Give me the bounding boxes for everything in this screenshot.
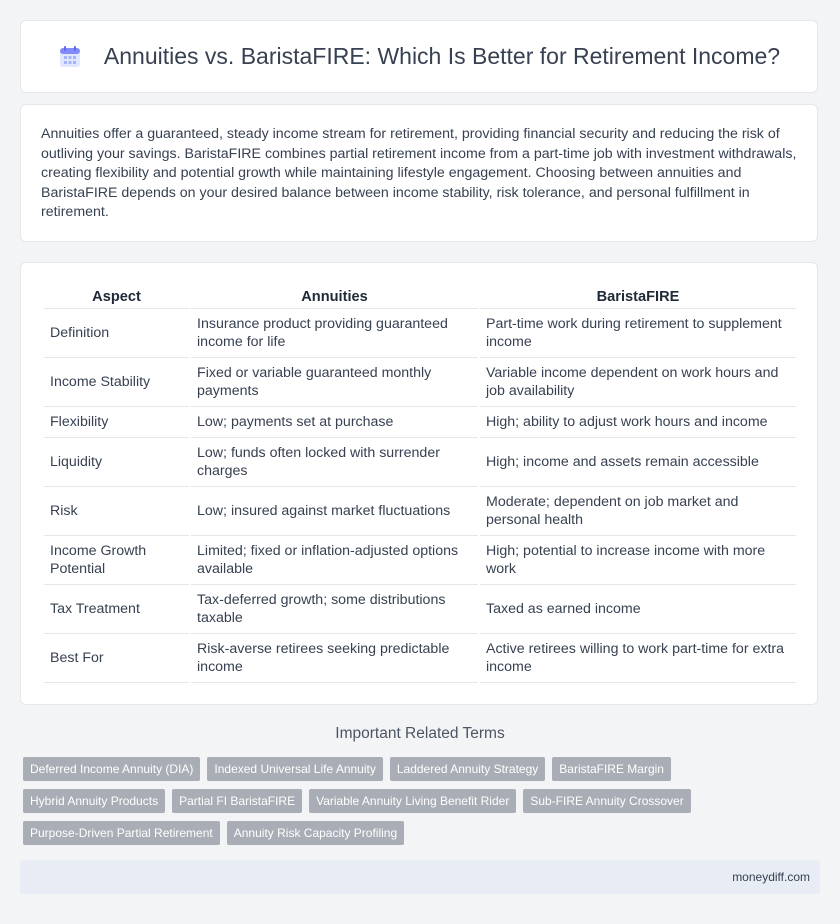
table-row [44,358,796,407]
comparison-table [42,285,798,683]
related-term-tag[interactable]: Purpose-Driven Partial Retirement [23,821,220,845]
row-annuities: Low; payments set at purchase [191,407,478,438]
row-annuities: Risk-averse retirees seeking predictable income [191,634,478,683]
row-baristafire: Part-time work during retirement to supplement income [480,309,796,358]
related-terms-title: Important Related Terms [335,725,505,742]
row-aspect: Liquidity [44,438,189,487]
related-terms [23,757,783,853]
related-term-tag[interactable]: Partial FI BaristaFIRE [172,789,302,813]
page-header [20,20,818,93]
footer-site[interactable]: moneydiff.com [732,870,810,884]
row-baristafire: High; income and assets remain accessible [480,438,796,487]
intro-text: Annuities offer a guaranteed, steady income stream for retirement, providing financial security and reducing the risk of outliving your savings. BaristaFIRE combines partial retirement income from a part-time job with investment withdrawals, creating flexibility and potential growth while maintaining lifestyle engagement. Choosing between annuities and BaristaFIRE depends on your desired balance between income stability, risk tolerance, and personal fulfillment in retirement. [41,126,797,221]
header-aspect: Aspect [44,285,189,309]
row-baristafire: Active retirees willing to work part-time for extra income [480,634,796,683]
related-term-tag[interactable]: BaristaFIRE Margin [552,757,671,781]
header-baristafire: BaristaFIRE [480,285,796,309]
table-row [44,634,796,683]
row-baristafire: Taxed as earned income [480,585,796,634]
related-term-tag[interactable]: Sub-FIRE Annuity Crossover [523,789,690,813]
related-term-tag[interactable]: Variable Annuity Living Benefit Rider [309,789,516,813]
row-annuities: Low; insured against market fluctuations [191,487,478,536]
row-annuities: Low; funds often locked with surrender charges [191,438,478,487]
header-annuities: Annuities [191,285,478,309]
row-aspect: Definition [44,309,189,358]
footer [20,860,820,894]
row-aspect: Tax Treatment [44,585,189,634]
table-row [44,487,796,536]
row-annuities: Fixed or variable guaranteed monthly payments [191,358,478,407]
row-baristafire: Moderate; dependent on job market and personal health [480,487,796,536]
row-annuities: Limited; fixed or inflation-adjusted options available [191,536,478,585]
row-aspect: Flexibility [44,407,189,438]
related-term-tag[interactable]: Indexed Universal Life Annuity [207,757,382,781]
related-term-tag[interactable]: Annuity Risk Capacity Profiling [227,821,404,845]
row-aspect: Income Stability [44,358,189,407]
page-title: Annuities vs. BaristaFIRE: Which Is Better for Retirement Income? [103,43,781,69]
intro-card [20,104,818,242]
row-baristafire: High; ability to adjust work hours and income [480,407,796,438]
comparison-card [20,262,818,705]
related-term-tag[interactable]: Deferred Income Annuity (DIA) [23,757,200,781]
table-row [44,536,796,585]
row-annuities: Insurance product providing guaranteed income for life [191,309,478,358]
row-baristafire: High; potential to increase income with more work [480,536,796,585]
table-row [44,309,796,358]
table-row [44,585,796,634]
related-term-tag[interactable]: Hybrid Annuity Products [23,789,165,813]
row-annuities: Tax-deferred growth; some distributions taxable [191,585,478,634]
table-row [44,438,796,487]
calendar-icon [58,45,82,69]
row-aspect: Income Growth Potential [44,536,189,585]
related-term-tag[interactable]: Laddered Annuity Strategy [390,757,545,781]
table-row [44,407,796,438]
row-aspect: Best For [44,634,189,683]
row-baristafire: Variable income dependent on work hours and job availability [480,358,796,407]
row-aspect: Risk [44,487,189,536]
